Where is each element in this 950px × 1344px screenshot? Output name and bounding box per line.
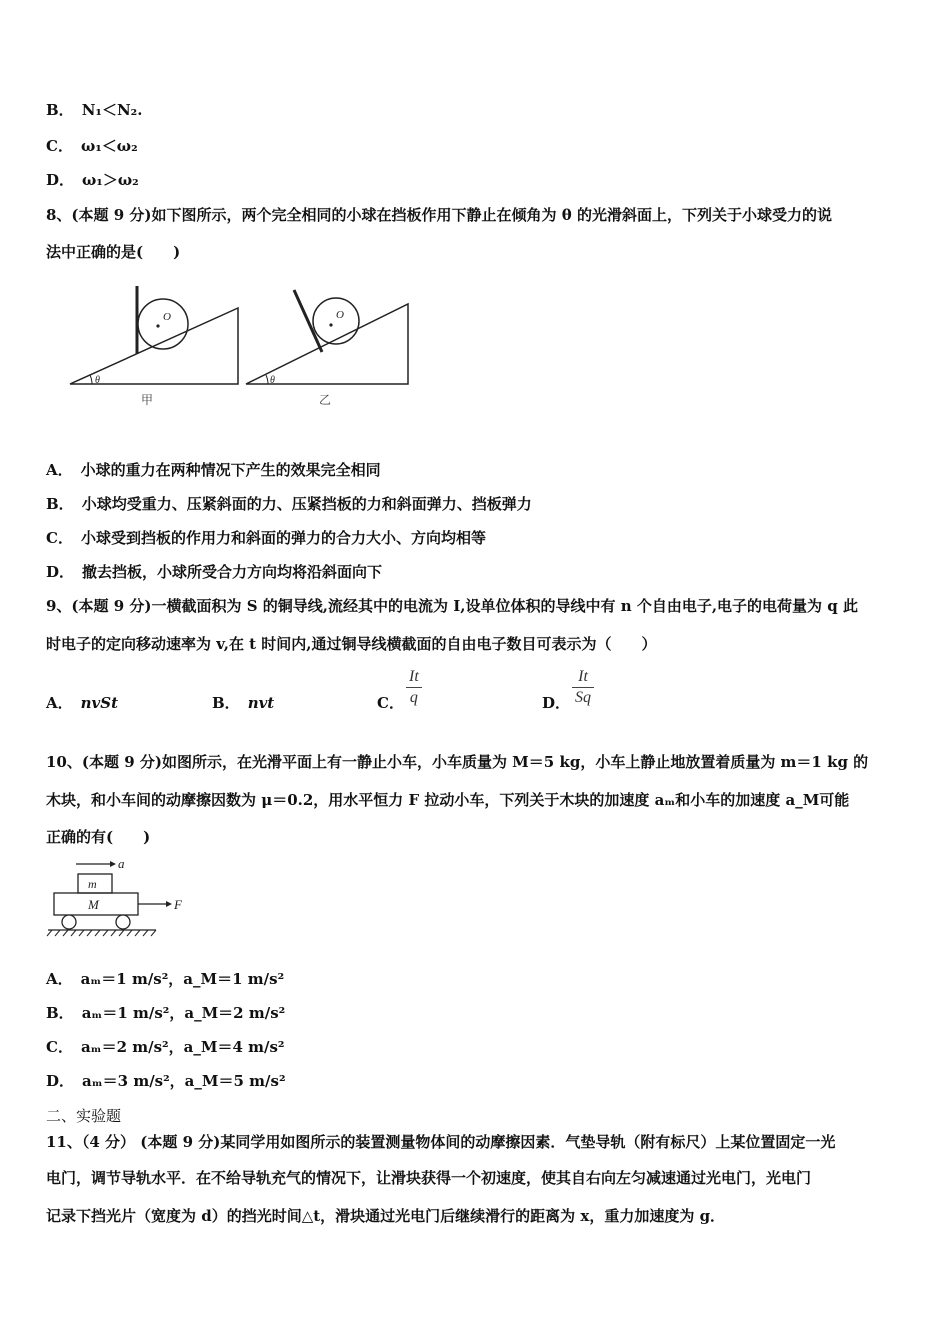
q10-option-d: D． aₘ＝3 m/s²，a_M＝5 m/s² — [46, 1072, 286, 1090]
q10-figure — [44, 852, 194, 940]
q9-option-d-fraction: It Sq — [572, 668, 594, 707]
q10-option-b: B． aₘ＝1 m/s²，a_M＝2 m/s² — [46, 1004, 286, 1022]
q8-stem-line2: 法中正确的是( ) — [46, 243, 181, 261]
ball-right — [313, 298, 359, 344]
q9-option-c: C． — [377, 694, 404, 712]
q9-option-c-fraction: It q — [406, 668, 422, 707]
block-label: m — [88, 877, 97, 891]
q8-stem-line1: 8、(本题 9 分)如下图所示，两个完全相同的小球在挡板作用下静止在倾角为 θ 的光滑斜面上，下列关于小球受力的说 — [46, 206, 832, 224]
q8-option-c: C． 小球受到挡板的作用力和斜面的弹力的合力大小、方向均相等 — [46, 529, 486, 547]
q10-stem-line1: 10、(本题 9 分)如图所示，在光滑平面上有一静止小车，小车质量为 M＝5 kg，小车上静止地放置着质量为 m＝1 kg 的 — [46, 753, 869, 771]
ball-label-left: O — [163, 311, 171, 323]
angle-label-right: θ — [270, 375, 275, 386]
q9-stem-line2: 时电子的定向移动速率为 v,在 t 时间内,通过铜导线横截面的自由电子数目可表示为（ ） — [46, 635, 657, 653]
tilted-board — [294, 290, 322, 352]
force-label: F — [174, 897, 182, 912]
q9-option-b: B． nvt — [212, 694, 275, 712]
wheel-right — [116, 915, 130, 929]
q7-option-b: B． N₁＜N₂. — [46, 101, 143, 119]
section-title: 二、实验题 — [46, 1107, 122, 1125]
wheel-left — [62, 915, 76, 929]
q10-option-a: A． aₘ＝1 m/s²，a_M＝1 m/s² — [46, 970, 285, 988]
figure-label-left: 甲 — [141, 393, 154, 407]
q9-option-a: A． nvSt — [46, 694, 119, 712]
q9-option-d: D． — [542, 694, 571, 712]
q9-stem-line1: 9、(本题 9 分)一横截面积为 S 的铜导线,流经其中的电流为 I,设单位体积的导线中有 n 个自由电子,电子的电荷量为 q 此 — [46, 597, 858, 615]
ball-label-right: O — [336, 309, 344, 321]
incline-right — [246, 304, 408, 384]
figure-label-right: 乙 — [319, 393, 332, 407]
q8-option-a: A． 小球的重力在两种情况下产生的效果完全相同 — [46, 461, 381, 479]
q10-option-c: C． aₘ＝2 m/s²，a_M＝4 m/s² — [46, 1038, 285, 1056]
q10-stem-line2: 木块，和小车间的动摩擦因数为 μ＝0.2，用水平恒力 F 拉动小车，下列关于木块的加速度 aₘ和小车的加速度 a_M可能 — [46, 791, 850, 809]
q10-stem-line3: 正确的有( ) — [46, 828, 151, 846]
q8-option-d: D． 撤去挡板，小球所受合力方向均将沿斜面向下 — [46, 563, 383, 581]
q7-option-d: D． ω₁＞ω₂ — [46, 171, 139, 189]
q11-line2: 电门，调节导轨水平．在不给导轨充气的情况下，让滑块获得一个初速度，使其自右向左匀减速通过光电门，光电门 — [46, 1169, 812, 1187]
q8-option-b: B． 小球均受重力、压紧斜面的力、压紧挡板的力和斜面弹力、挡板弹力 — [46, 495, 532, 513]
q8-figure — [60, 280, 430, 410]
q11-line1: 11、（4 分） (本题 9 分)某同学用如图所示的装置测量物体间的动摩擦因素．气垫导轨（附有标尺）上某位置固定一光 — [46, 1133, 836, 1151]
q11-line3: 记录下挡光片（宽度为 d）的挡光时间△t，滑块通过光电门后继续滑行的距离为 x，重力加速度为 g． — [46, 1207, 726, 1225]
incline-left — [70, 308, 238, 384]
angle-label-left: θ — [95, 375, 100, 386]
cart-label: M — [88, 897, 99, 912]
q7-option-c: C． ω₁＜ω₂ — [46, 137, 138, 155]
acceleration-label: a — [118, 856, 125, 871]
